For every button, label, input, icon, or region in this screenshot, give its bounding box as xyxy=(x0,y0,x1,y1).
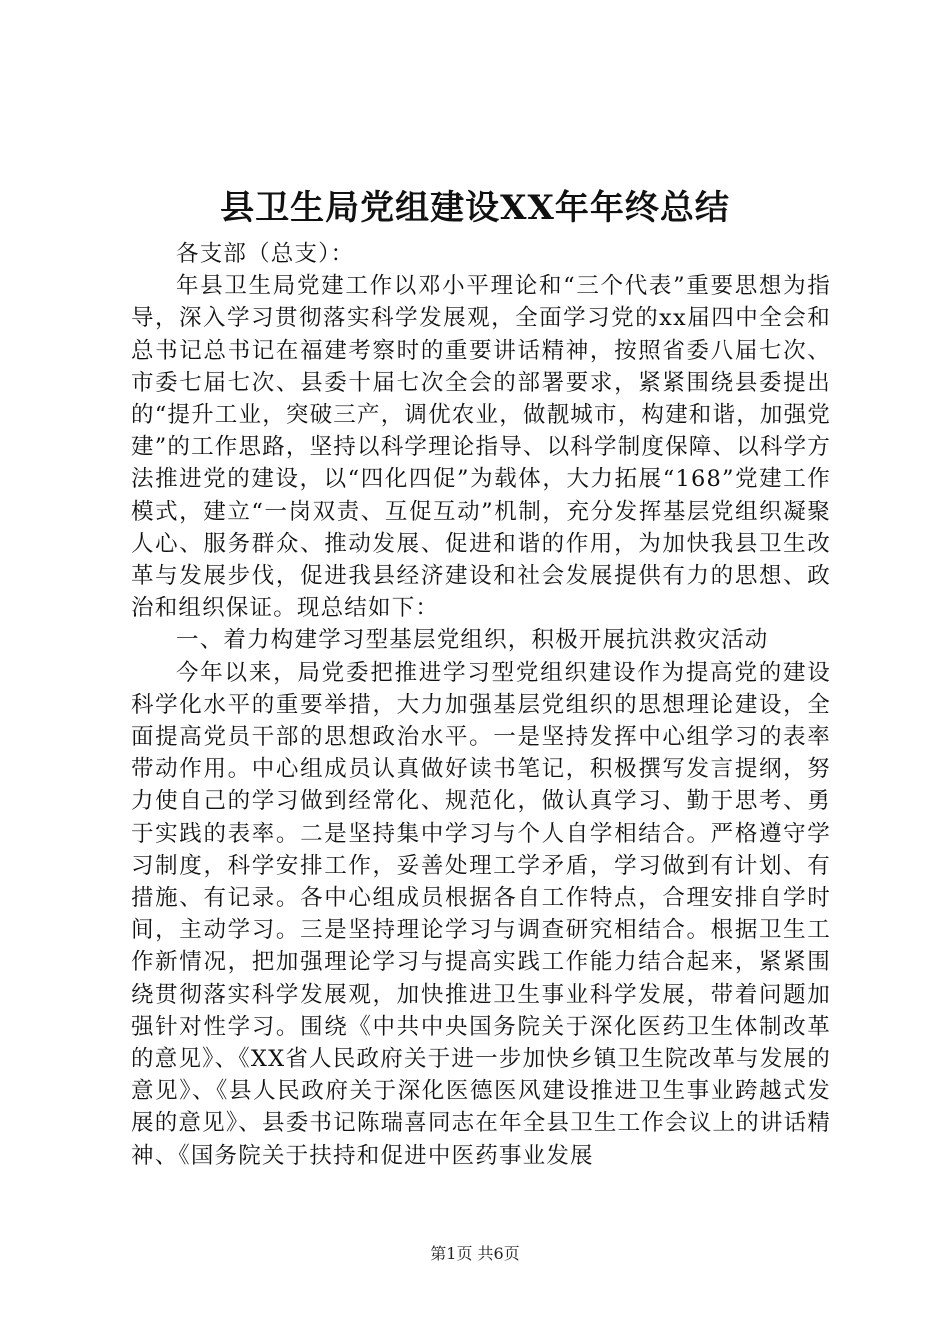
section-heading-1: 一、着力构建学习型基层党组织，积极开展抗洪救灾活动 xyxy=(176,627,769,654)
paragraph-section-1: 今年以来，局党委把推进学习型党组织建设作为提高党的建设科学化水平的重要举措，大力加强基层党组织的思想理论建设，全面提高党员干部的思想政治水平。一是坚持发挥中心组学习的表率带动作用。中心组成员认真做好读书笔记，积极撰写发言提纲，努力使自己的学习做到经常化、规范化，做认真学习、勤于思考、勇于实践的表率。二是坚持集中学习与个人自学相结合。严格遵守学习制度，科学安排工作，妥善处理工学矛盾，学习做到有计划、有措施、有记录。各中心组成员根据各自工作特点，合理安排自学时间，主动学习。三是坚持理论学习与调查研究相结合。根据卫生工作新情况，把加强理论学习与提高实践工作能力结合起来，紧紧围绕贯彻落实科学发展观，加快推进卫生事业科学发展，带着问题加强针对性学习。围绕《中共中央国务院关于深化医药卫生体制改革的意见》、《XX省人民政府关于进一步加快乡镇卫生院改革与发展的意见》、《县人民政府关于深化医德医风建设推进卫生事业跨越式发展的意见》、县委书记陈瑞喜同志在年全县卫生工作会议上的讲话精神、《国务院关于扶持和促进中医药事业发展 xyxy=(131,659,831,1169)
document-title: 县卫生局党组建设XX年年终总结 xyxy=(220,188,730,228)
paragraph-intro: 年县卫生局党建工作以邓小平理论和“三个代表”重要思想为指导，深入学习贯彻落实科学发展观，全面学习党的xx届四中全会和总书记总书记在福建考察时的重要讲话精神，按照省委八届七次、市委七届七次、县委十届七次全会的部署要求，紧紧围绕县委提出的“提升工业，突破三产，调优农业，做靓城市，构建和谐，加强党建”的工作思路，坚持以科学理论指导、以科学制度保障、以科学方法推进党的建设，以“四化四促”为载体，大力拓展“168”党建工作模式，建立“一岗双责、互促互动”机制，充分发挥基层党组织凝聚人心、服务群众、推动发展、促进和谐的作用，为加快我县卫生改革与发展步伐，促进我县经济建设和社会发展提供有力的思想、政治和组织保证。现总结如下： xyxy=(131,273,832,622)
document-body xyxy=(131,238,831,1172)
salutation: 各支部（总支）： xyxy=(176,241,355,267)
page-footer: 第1页 共6页 xyxy=(430,1244,520,1263)
